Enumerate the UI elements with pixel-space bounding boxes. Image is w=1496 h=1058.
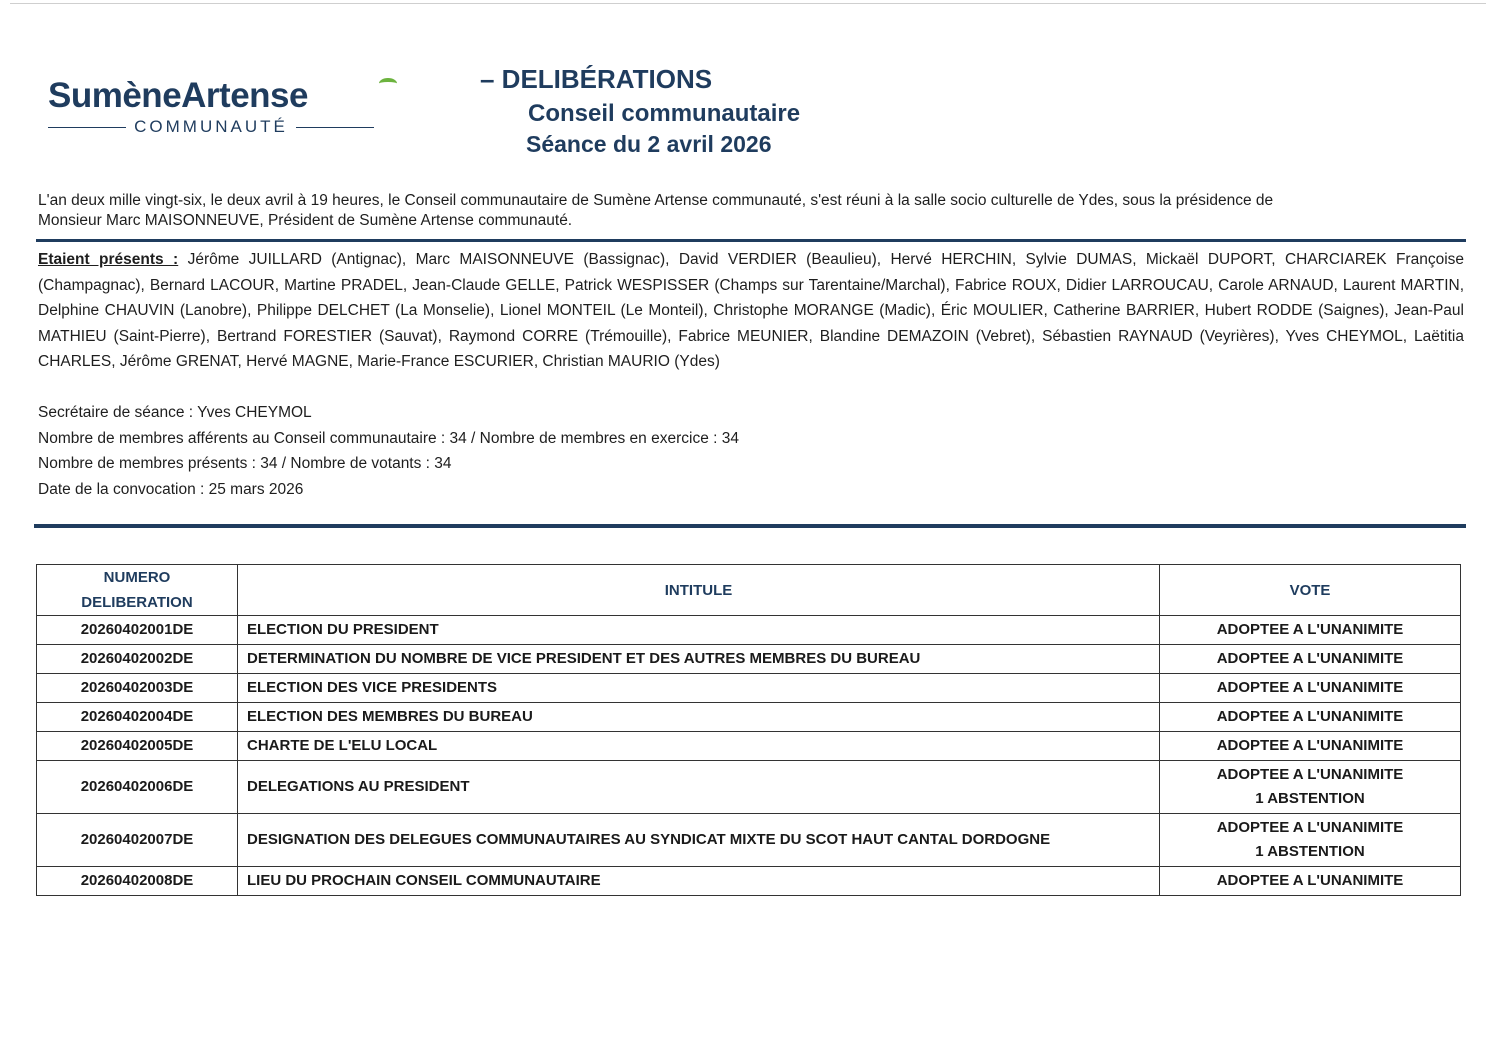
table-row <box>37 674 1461 703</box>
row-vote <box>1160 616 1461 645</box>
intro-line-2: Monsieur Marc MAISONNEUVE, Président de Sumène Artense communauté. <box>38 212 573 229</box>
row-intitule: ELECTION DES MEMBRES DU BUREAU <box>238 703 1160 732</box>
attendees-list: Jérôme JUILLARD (Antignac), Marc MAISONNEUVE (Bassignac), David VERDIER (Beaulieu), Hervé HERCHIN, Sylvie DUMAS, Mickaël DUPORT, CHARCIAREK Françoise (Champagnac), Bernard LACOUR, Martine PRADEL, Jean-Claude GELLE, Patrick WESPISSER (Champs sur Tarentaine/Marchal), Fabrice ROUX, Didier LARROUCAU, Carole ARNAUD, Laurent MARTIN, Delphine CHAUVIN (Lanobre), Philippe DELCHET (La Monselie), Lionel MONTEIL (Le Monteil), Christophe MORANGE (Madic), Éric MOULIER, Catherine BARRIER, Hubert RODDE (Saignes), Jean-Paul MATHIEU (Saint-Pierre), Bertrand FORESTIER (Sauvat), Raymond CORRE (Trémouille), Fabrice MEUNIER, Blandine DEMAZOIN (Vebret), Sébastien RAYNAUD (Veyrières), Yves CHEYMOL, Laëtitia CHARLES, Jérôme GRENAT, Hervé MAGNE, Marie-France ESCURIER, Christian MAURIO (Ydes) <box>38 251 1465 371</box>
header-numero <box>37 565 238 616</box>
row-vote <box>1160 814 1461 867</box>
logo-name: SumèneArtense <box>48 76 308 115</box>
secretary-line: Secrétaire de séance : Yves CHEYMOL <box>38 404 312 421</box>
intro-paragraph <box>38 191 1468 231</box>
session-date-heading: Séance du 2 avril 2026 <box>526 131 772 157</box>
header-intitule: INTITULE <box>238 565 1160 616</box>
intro-line-1: L'an deux mille vingt-six, le deux avril à 19 heures, le Conseil communautaire de Sumène Artense communauté, s'est réuni à la salle socio culturelle de Ydes, sous la présidence de <box>38 192 1274 209</box>
row-numero: 20260402001DE <box>37 616 238 645</box>
table-row <box>37 814 1461 867</box>
row-vote-line: ADOPTEE A L'UNANIMITE <box>1216 708 1404 725</box>
row-vote-line: ADOPTEE A L'UNANIMITE <box>1216 737 1404 754</box>
table-row <box>37 616 1461 645</box>
leaf-icon <box>379 78 397 89</box>
row-numero: 20260402007DE <box>37 814 238 867</box>
logo-line-left <box>48 127 126 128</box>
attendees-paragraph <box>38 247 1464 375</box>
page-title: – DELIBÉRATIONS <box>480 64 713 94</box>
table-row <box>37 867 1461 896</box>
row-vote-line: ADOPTEE A L'UNANIMITE <box>1216 621 1404 638</box>
table-row <box>37 703 1461 732</box>
row-numero: 20260402004DE <box>37 703 238 732</box>
row-vote <box>1160 867 1461 896</box>
table-row <box>37 732 1461 761</box>
logo-line-right <box>296 127 374 128</box>
row-vote <box>1160 703 1461 732</box>
row-vote-abstention: 1 ABSTENTION <box>1255 843 1365 860</box>
row-numero: 20260402002DE <box>37 645 238 674</box>
table-row <box>37 645 1461 674</box>
logo-subtitle-row <box>48 116 374 138</box>
row-vote <box>1160 645 1461 674</box>
header-numero-line2: DELIBERATION <box>81 594 193 611</box>
session-info <box>38 400 739 502</box>
row-vote-line: ADOPTEE A L'UNANIMITE <box>1216 766 1404 783</box>
present-count-line: Nombre de membres présents : 34 / Nombre de votants : 34 <box>38 455 452 473</box>
row-vote <box>1160 674 1461 703</box>
logo <box>48 76 378 142</box>
row-numero: 20260402003DE <box>37 674 238 703</box>
row-vote-line: ADOPTEE A L'UNANIMITE <box>1216 679 1404 696</box>
logo-subtitle: COMMUNAUTÉ <box>134 117 288 136</box>
row-intitule: DELEGATIONS AU PRESIDENT <box>238 761 1160 814</box>
header-vote: VOTE <box>1160 565 1461 616</box>
row-vote-line: ADOPTEE A L'UNANIMITE <box>1216 819 1404 836</box>
row-intitule: DETERMINATION DU NOMBRE DE VICE PRESIDENT ET DES AUTRES MEMBRES DU BUREAU <box>238 645 1160 674</box>
section-divider <box>36 239 1466 242</box>
row-vote <box>1160 761 1461 814</box>
row-numero: 20260402006DE <box>37 761 238 814</box>
attendees-label: Etaient présents : <box>38 251 179 268</box>
table-header-row <box>37 565 1461 616</box>
convocation-date-line: Date de la convocation : 25 mars 2026 <box>38 480 304 498</box>
row-numero: 20260402005DE <box>37 732 238 761</box>
top-edge-rule <box>10 3 1486 4</box>
table-row <box>37 761 1461 814</box>
row-vote <box>1160 732 1461 761</box>
row-intitule: ELECTION DES VICE PRESIDENTS <box>238 674 1160 703</box>
row-intitule: LIEU DU PROCHAIN CONSEIL COMMUNAUTAIRE <box>238 867 1160 896</box>
header-numero-line1: NUMERO <box>103 569 171 586</box>
page-subtitle: Conseil communautaire <box>528 100 801 127</box>
row-vote-abstention: 1 ABSTENTION <box>1255 790 1365 807</box>
row-vote-line: ADOPTEE A L'UNANIMITE <box>1216 872 1404 889</box>
row-intitule: CHARTE DE L'ELU LOCAL <box>238 732 1160 761</box>
members-count-line: Nombre de membres afférents au Conseil communautaire : 34 / Nombre de membres en exercice : 34 <box>38 429 739 447</box>
row-intitule: ELECTION DU PRESIDENT <box>238 616 1160 645</box>
deliberations-table <box>36 564 1461 896</box>
row-numero: 20260402008DE <box>37 867 238 896</box>
row-intitule: DESIGNATION DES DELEGUES COMMUNAUTAIRES AU SYNDICAT MIXTE DU SCOT HAUT CANTAL DORDOGNE <box>238 814 1160 867</box>
table-divider <box>34 524 1466 528</box>
row-vote-line: ADOPTEE A L'UNANIMITE <box>1216 650 1404 667</box>
